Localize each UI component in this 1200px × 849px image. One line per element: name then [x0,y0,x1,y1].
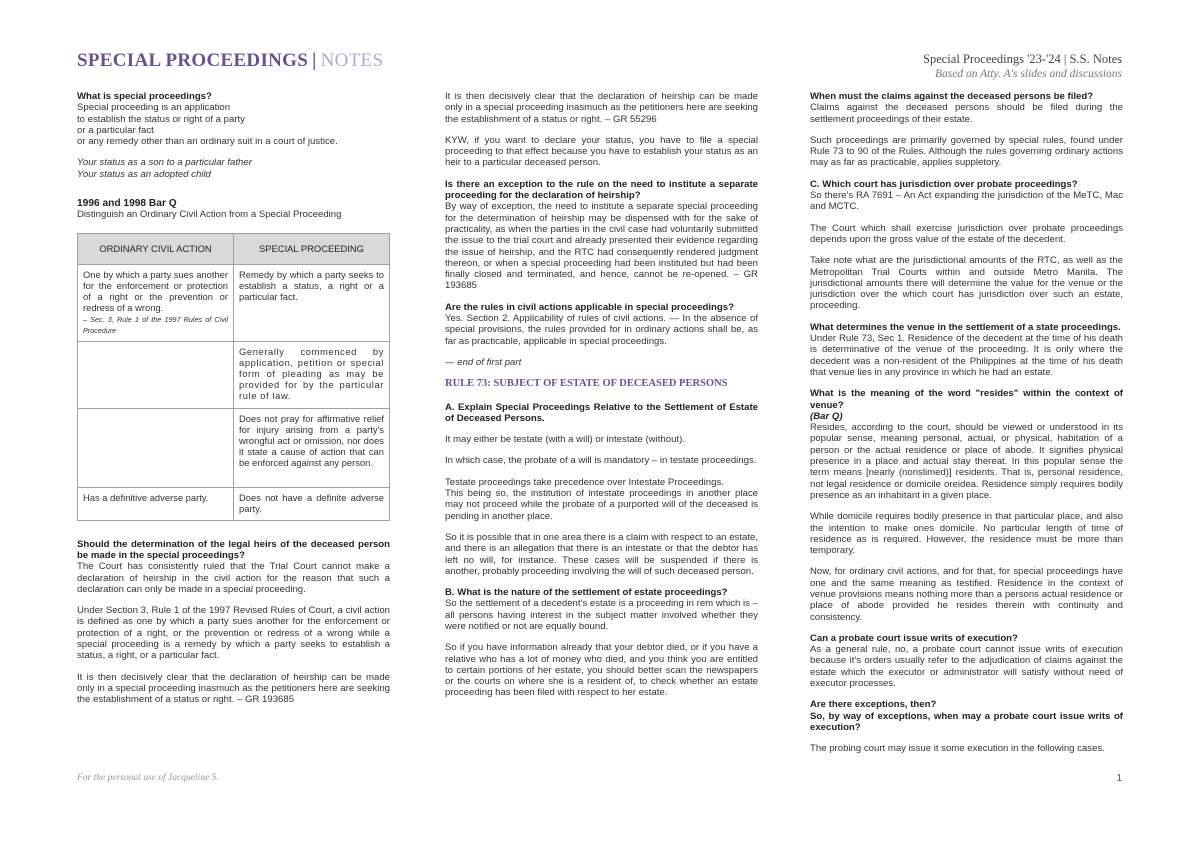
column-1 [77,91,390,716]
answer: By way of exception, the need to institute a separate special proceeding for the determination of heirship may be dispensed with for the sake of practicality, as when the parties in the civil case had voluntarily submitted the issue to the trial court and already presented their evidence regarding the issue of heirship, and the RTC had consequently rendered judgment thereon, or when a special proceeding had been instituted but had been finally closed and terminated, and hence, cannot be re-opened. – GR 193685 [445,201,758,292]
table-row [78,341,390,408]
table-cell: Generally commenced by application, petition or special form of pleading as may be provided for by the particular rule of law. [234,341,390,408]
question: Are there exceptions, then? [810,699,937,711]
answer: Under Rule 73, Sec 1. Residence of the decedent at the time of his death is determinative of the venue of the proceeding. It is only where the decedent was a non-resident of the Philippines at the time of his death that venue lies in any province in which he had an estate. [810,333,1123,378]
table-row [78,487,390,520]
line: Testate proceedings take precedence over Intestate Proceedings. [445,476,724,488]
comparison-table [77,233,390,521]
answer: So the settlement of a decedent's estate is a proceeding in rem which is – all persons having interest in the subject matter involved whether they were notified or not are equally bound. [445,598,758,632]
block-nature [445,587,758,632]
table-cell [78,341,234,408]
block-heirs [77,539,390,595]
line: This being so, the institution of intestate proceedings in another place may not proceed while the probate of a purported will of the deceased is pending in another place. [445,488,758,522]
answer: Resides, according to the court, should be viewed or understood in its popular sense, meaning personal, actual, or physical, habitation of a person or the actual residence or place of abode. It signifies physical presence in a place and actual stay thereat. In this popular sense the term means [nearly (nonslimed)] residents. That is, personal residence, not legal residence or domicile oreidea. Residence simply requires bodily presence as an inhabitant in a given place. [810,422,1123,501]
paragraph: Under Section 3, Rule 1 of the 1997 Revised Rules of Court, a civil action is defined as one by which a party sues another for the enforcement or protection of a right, or the prevention or redress of a wrong while a special proceeding is a remedy by which a party seeks to establish a status, a right, or a particular fact. [77,605,390,662]
table-cell: Remedy by which a party seeks to establish a status, a right or a particular fact. [234,264,390,341]
line: to establish the status or right of a party [77,113,245,125]
question: What is special proceedings? [77,91,212,102]
example: Your status as an adopted child [77,168,211,180]
paragraph: The probing court may issue it some execution in the following cases. [810,743,1105,755]
paragraph: The Court which shall exercise jurisdiction over probate proceedings depends upon the gross value of the estate of the decedent. [810,222,1123,245]
block-jurisdiction [810,179,1123,213]
question: B. What is the nature of the settlement of estate proceedings? [445,587,728,599]
question: Should the determination of the legal heirs of the deceased person be made in the special proceedings? [77,538,390,561]
paragraph: So it is possible that in one area there is a claim with respect to an estate, and there is an allegation that there is an intestate or that the debtor has left no will, for instance. These cases will be suspended if there is another, probably proceeding involving the will of such deceased person. [445,531,758,577]
question: C. Which court has jurisdiction over probate proceedings? [810,178,1078,190]
page-number: 1 [1116,773,1122,784]
bar-question [77,198,390,221]
cell-text: One by which a party sues another for the enforcement or protection of a right or the prevention or redress of a wrong. [83,268,228,313]
table-row [78,408,390,487]
question: A. Explain Special Proceedings Relative to the Settlement of Estate of Deceased Persons. [445,401,758,424]
table-cell [78,408,234,487]
line: or any remedy other than an ordinary suit in a court of justice. [77,136,338,148]
question: What determines the venue in the settlement of a state proceedings. [810,321,1121,333]
block-exception [445,179,758,292]
block-rules [445,302,758,347]
table-row [78,264,390,341]
cell-note: – Sec. 3, Rule 1 of the 1997 Rules of Civil Procedure [83,314,228,335]
rule-heading: RULE 73: SUBJECT OF ESTATE OF DECEASED PERSONS [445,378,728,390]
bar-title: 1996 and 1998 Bar Q [77,198,177,210]
line: or a particular fact [77,124,154,136]
table-header: ORDINARY CIVIL ACTION [78,233,234,264]
title-separator: | [312,50,317,71]
column-3 [810,91,1123,765]
paragraph: Now, for ordinary civil actions, and for that, for special proceedings have one and the same meaning as testified. Residence in the context of venue provisions means nothing more than a persons actual residence or place of abode provided he resides therein with continuity and consistency. [810,566,1123,623]
block-definition [77,91,390,147]
answer: So there's RA 7691 – An Act expanding the jurisdiction of the MeTC, Mac and MCTC. [810,190,1123,213]
question: Is there an exception to the rule on the need to institute a separate proceeding for the declaration of heirship? [445,178,758,202]
question: What is the meaning of the word "resides" within the context of venue? [810,388,1123,411]
block-testate [445,477,758,522]
paragraph: It may either be testate (with a will) or intestate (without). [445,434,685,446]
page-title [77,50,383,72]
footer-note: For the personal use of Jacqueline S. [77,773,219,783]
bar-tag: (Bar Q) [810,410,843,422]
course-label: Special Proceedings '23-'24 | S.S. Notes [923,52,1122,66]
paragraph: Take note what are the jurisdictional amounts of the RTC, as well as the Metropolitan Trial Courts within and outside Metro Manila. The jurisdictional amounts there will determine the value for the venue or the jurisdiction over the which court has jurisdiction over such an estate, proceeding. [810,255,1123,312]
question: When must the claims against the deceased persons be filed? [810,91,1094,102]
paragraph: Such proceedings are primarily governed by special rules, found under Rule 73 to 90 of the Rules. Although the rules governing ordinary actions may as far as practicable, applies suppletory. [810,134,1123,169]
block-claims [810,91,1123,125]
block-resides [810,388,1123,501]
column-2 [445,91,758,709]
title-notes: NOTES [320,50,384,71]
bar-subtitle: Distinguish an Ordinary Civil Action from a Special Proceeding [77,209,342,221]
end-marker: — end of first part [445,356,522,368]
example: Your status as a son to a particular father [77,157,252,169]
table-cell: Has a definitive adverse party. [78,487,234,520]
paragraph: While domicile requires bodily presence in that particular place, and also the intention to make ones domicile. No particular length of time of residence as is required. However, the residence must be more than temporary. [810,511,1123,557]
examples [77,157,390,180]
block-exceptions [810,699,1123,733]
block-writs [810,633,1123,689]
table-cell: Does not have a definite adverse party. [234,487,390,520]
paragraph: So if you have information already that your debtor died, or if you have a relative who has a lot of money who died, and you think you are entitled to certain portions of her estate, you should better scan the newspapers or the courts on where she is a resident of, to check whether an estate proceeding has been filed with respect to her estate. [445,642,758,699]
table-cell [78,264,234,341]
block-venue [810,322,1123,378]
answer: The Court has consistently ruled that the Trial Court cannot make a declaration of heirship in the civil action for the reason that such a declaration can only be made in a special proceeding. [77,561,390,595]
question: Are the rules in civil actions applicable in special proceedings? [445,301,734,313]
answer: Yes. Section 2. Applicability of rules of civil actions. — In the absence of special provisions, the rules provided for in ordinary actions shall be, as far as practicable, applicable in special proceedings. [445,313,758,347]
answer: As a general rule, no, a probate court cannot issue writs of execution because it's orders usually refer to the adjudication of claims against the estate which the executor or administrator will satisfy without need of executor processes. [810,644,1123,690]
source-label: Based on Atty. A's slides and discussions [935,68,1122,80]
paragraph: It is then decisively clear that the declaration of heirship can be made only in a special proceeding inasmuch as the petitioners here are seeking the establishment of a status or right. – GR 193685 [77,671,390,706]
paragraph: In which case, the probate of a will is mandatory – in testate proceedings. [445,455,757,467]
paragraph: It is then decisively clear that the declaration of heirship can be made only in a special proceeding inasmuch as the petitioners here are seeking the establishment of a status or right. – GR 55296 [445,91,758,125]
question: Can a probate court issue writs of execution? [810,632,1018,644]
paragraph: KYW, if you want to declare your status, you have to file a special proceeding to that effect because you have to establish your status as an heir to a particular deceased person. [445,134,758,169]
title-main: SPECIAL PROCEEDINGS [77,50,309,71]
line: Special proceeding is an application [77,102,231,114]
table-cell: Does not pray for affirmative relief for injury arising from a party's wrongful act or omission, nor does it state a cause of action that can be enforced against any person. [234,408,390,487]
answer: Claims against the deceased persons should be filed during the settlement proceedings of their estate. [810,102,1123,125]
table-header: SPECIAL PROCEEDING [234,233,390,264]
question: So, by way of exceptions, when may a probate court issue writs of execution? [810,710,1123,733]
header-right [923,52,1122,80]
